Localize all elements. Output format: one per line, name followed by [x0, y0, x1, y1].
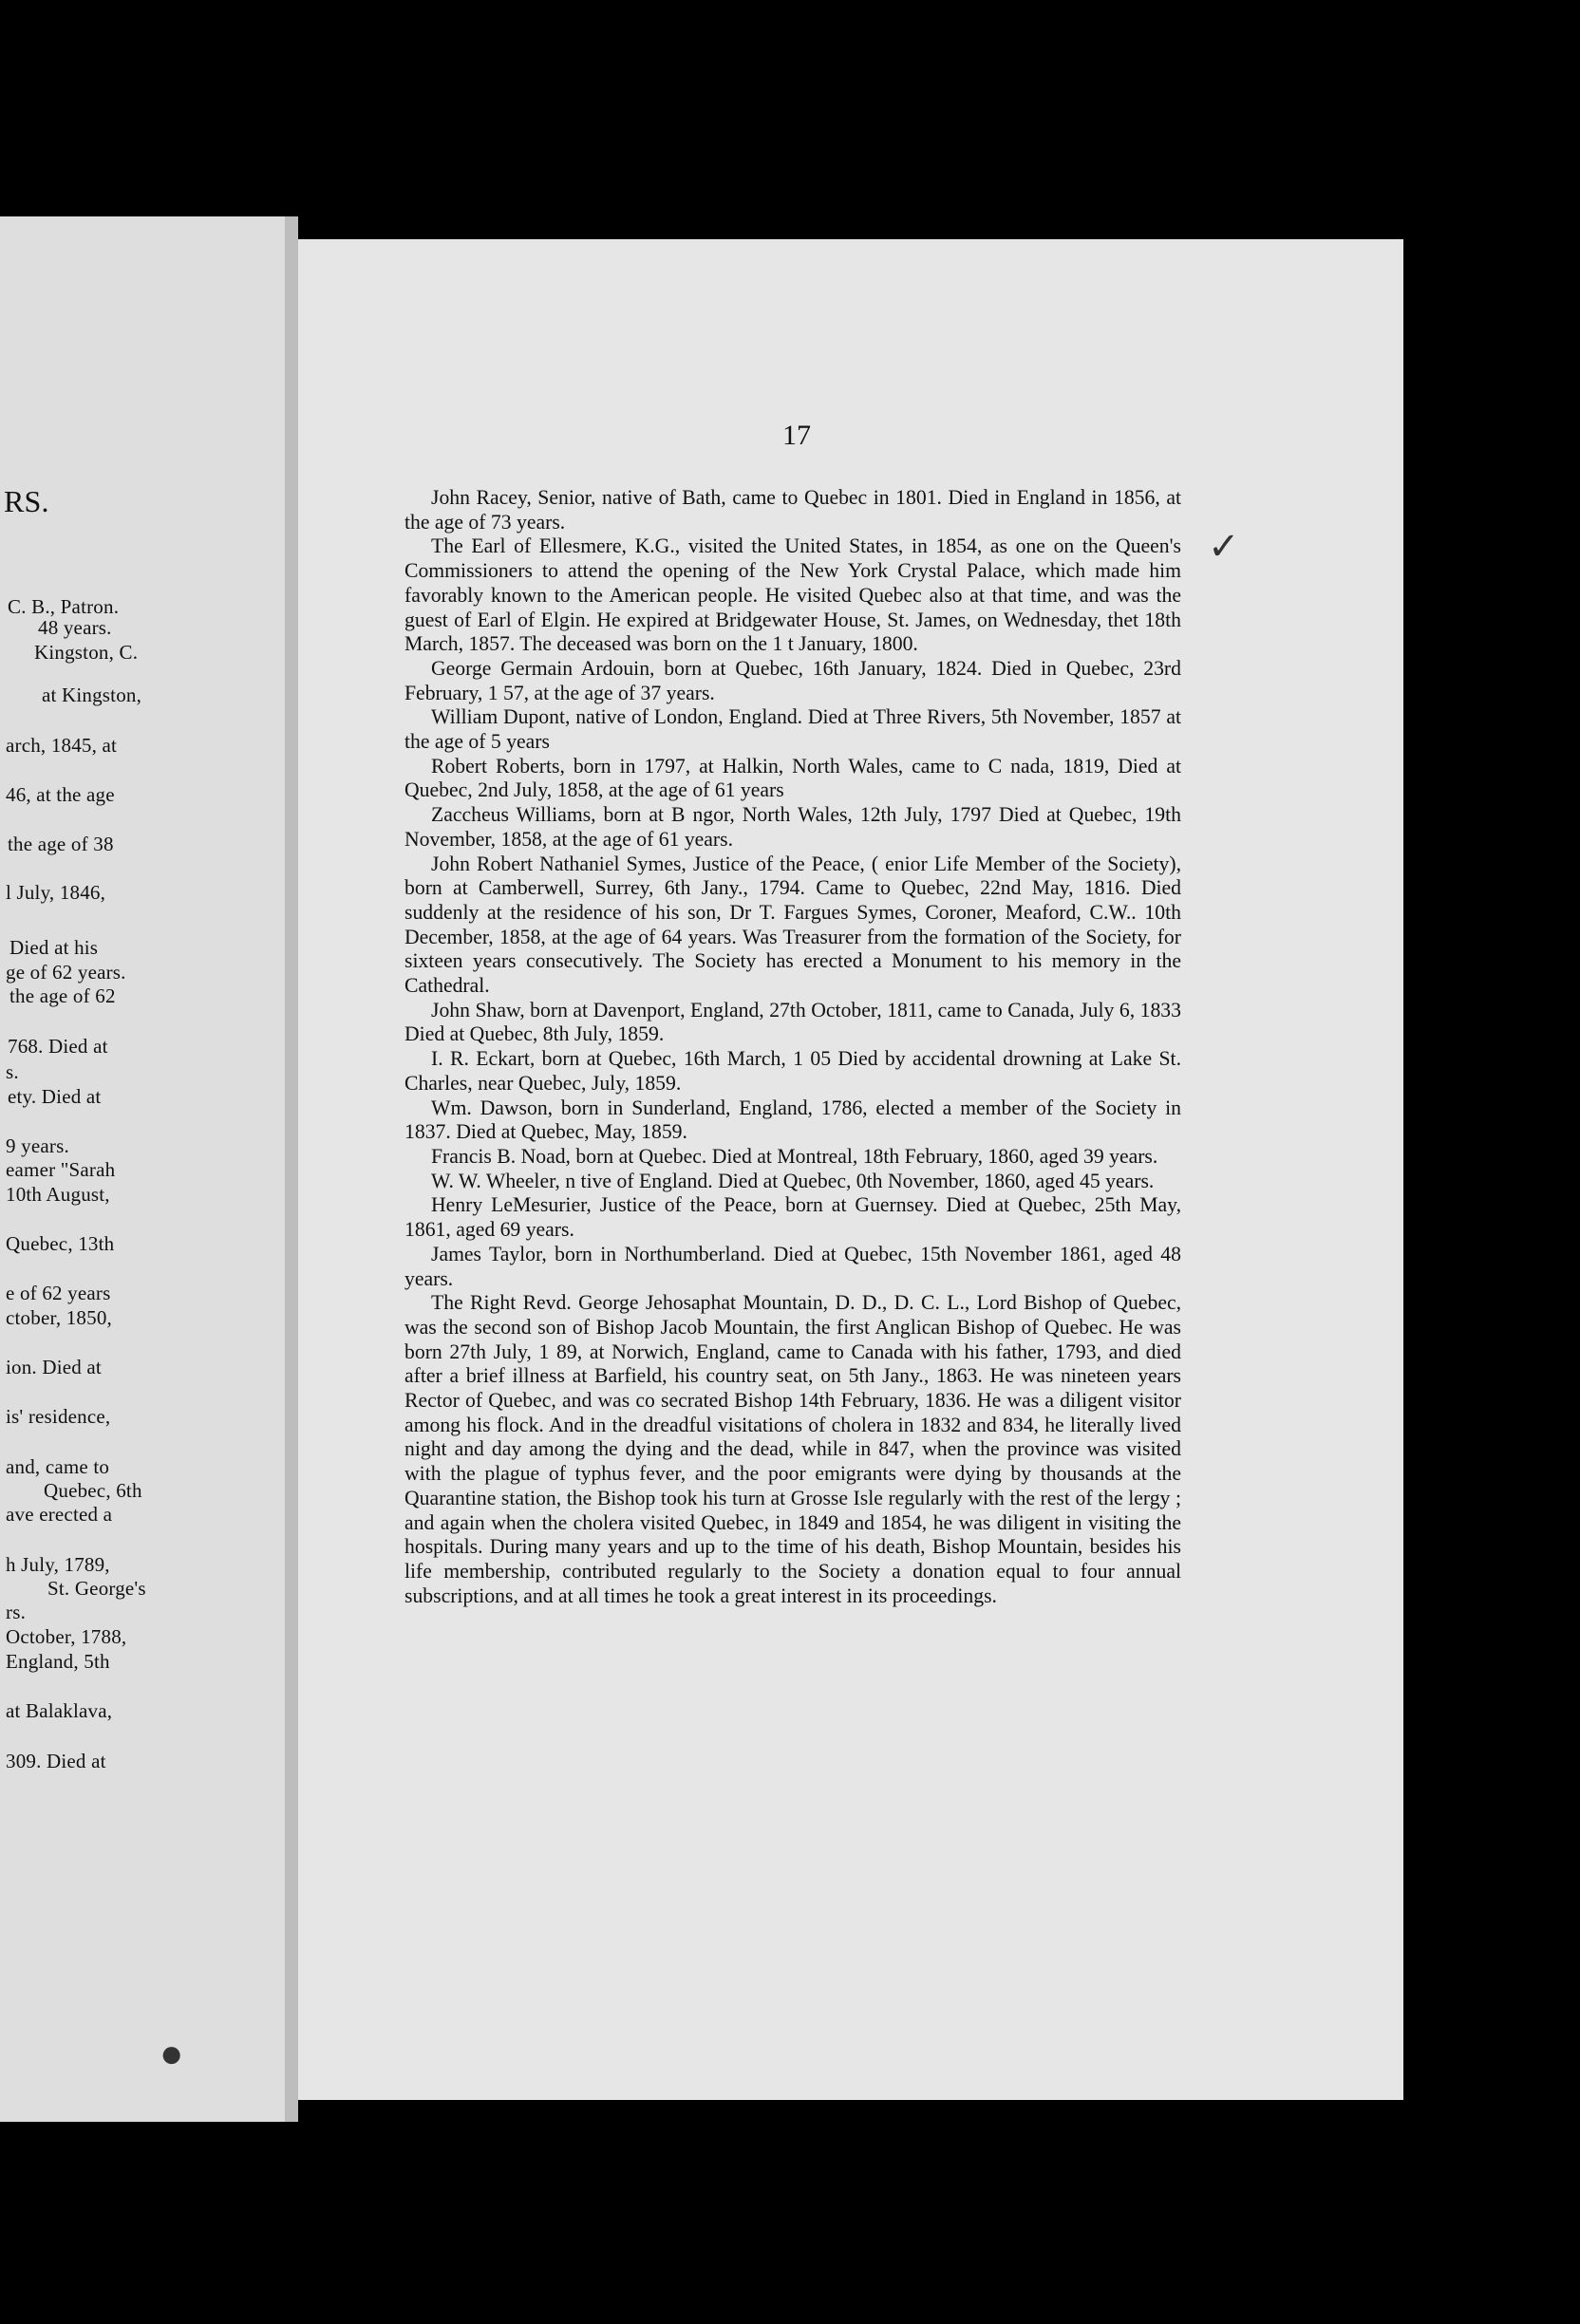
left-fragment: l July, 1846,: [6, 881, 106, 904]
entry-paragraph: John Robert Nathaniel Symes, Justice of the Peace, ( enior Life Member of the Society), born at Camberwell, Surrey, 6th Jany., 1794. Came to Quebec, 22nd May, 1816. Died suddenly at the residence of his son, Dr T. Fargues Symes, Coroner, Meaford, C.W.. 10th December, 1858, at the age of 64 years. Was Treasurer from the formation of the Society, for sixteen years consecutively. The Society has erected a Monument to his memory in the Cathedral.: [404, 852, 1181, 998]
left-fragment: St. George's: [47, 1577, 146, 1600]
left-fragment: and, came to: [6, 1455, 110, 1478]
left-fragment: is' residence,: [6, 1405, 111, 1428]
left-fragment: RS.: [4, 484, 49, 518]
left-fragment: England, 5th: [6, 1650, 110, 1673]
left-fragment: h July, 1789,: [6, 1553, 110, 1576]
left-fragment: 48 years.: [38, 616, 112, 639]
entry-paragraph: Robert Roberts, born in 1797, at Halkin, North Wales, came to C nada, 1819, Died at Quebec, 2nd July, 1858, at the age of 61 years: [404, 754, 1181, 802]
left-fragment: 9 years.: [6, 1134, 69, 1157]
left-fragment: arch, 1845, at: [6, 734, 118, 757]
left-page-fragment: [0, 216, 285, 2122]
left-fragment: ctober, 1850,: [6, 1306, 112, 1329]
entry-paragraph: Zaccheus Williams, born at B ngor, North Wales, 12th July, 1797 Died at Quebec, 19th November, 1858, at the age of 61 years.: [404, 803, 1181, 851]
left-fragment: the age of 38: [8, 833, 114, 855]
left-fragment: at Kingston,: [42, 684, 142, 706]
left-fragment: e of 62 years: [6, 1282, 111, 1304]
entry-paragraph: Francis B. Noad, born at Quebec. Died at Montreal, 18th February, 1860, aged 39 years.: [431, 1144, 1158, 1168]
left-fragment: at Balaklava,: [6, 1699, 113, 1722]
page-number: 17: [782, 420, 811, 451]
left-fragment: 309. Died at: [6, 1750, 106, 1772]
entry-paragraph: Wm. Dawson, born in Sunderland, England, 1786, elected a member of the Society in 1837. Died at Quebec, May, 1859.: [404, 1096, 1181, 1144]
entry-paragraph: The Earl of Ellesmere, K.G., visited the United States, in 1854, as one on the Queen's Commissioners to attend the opening of the New York Crystal Palace, which made him favorably known to the American people. He visited Quebec also at that time, and was the guest of Earl of Elgin. He expired at Bridgewater House, St. James, on Wednesday, thet 18th March, 1857. The deceased was born on the 1 t January, 1800.: [404, 534, 1181, 656]
entry-paragraph: James Taylor, born in Northumberland. Died at Quebec, 15th November 1861, aged 48 years.: [404, 1242, 1181, 1290]
left-fragment: 46, at the age: [6, 783, 115, 806]
entry-paragraph: Henry LeMesurier, Justice of the Peace, born at Guernsey. Died at Quebec, 25th May, 1861, aged 69 years.: [404, 1193, 1181, 1242]
entry-paragraph: W. W. Wheeler, n tive of England. Died at Quebec, 0th November, 1860, aged 45 years.: [431, 1169, 1155, 1192]
entry-paragraph: John Racey, Senior, native of Bath, came to Quebec in 1801. Died in England in 1856, at the age of 73 years.: [404, 486, 1181, 534]
entry-paragraph: William Dupont, native of London, England. Died at Three Rivers, 5th November, 1857 at the age of 5 years: [404, 705, 1181, 754]
left-fragment: Quebec, 13th: [6, 1232, 115, 1255]
left-fragment: rs.: [6, 1601, 27, 1623]
entry-paragraph: I. R. Eckart, born at Quebec, 16th March, 1 05 Died by accidental drowning at Lake St. Charles, near Quebec, July, 1859.: [404, 1047, 1181, 1095]
book-gutter: [285, 216, 298, 2122]
left-fragment: C. B., Patron.: [8, 595, 120, 618]
entry-paragraph: George Germain Ardouin, born at Quebec, 16th January, 1824. Died in Quebec, 23rd February, 1 57, at the age of 37 years.: [404, 656, 1181, 704]
right-page: [298, 239, 1403, 2100]
left-fragment: 10th August,: [6, 1183, 110, 1206]
left-fragment: Kingston, C.: [34, 641, 139, 664]
left-fragment: Quebec, 6th: [44, 1479, 142, 1502]
left-fragment: ge of 62 years.: [6, 961, 126, 984]
obituary-entries: [404, 486, 1181, 1608]
left-fragment: eamer "Sarah: [6, 1158, 116, 1181]
left-fragment: ave erected a: [6, 1503, 113, 1526]
left-fragment: s.: [6, 1060, 19, 1083]
left-fragment: October, 1788,: [6, 1625, 127, 1648]
entry-paragraph: The Right Revd. George Jehosaphat Mountain, D. D., D. C. L., Lord Bishop of Quebec, was the second son of Bishop Jacob Mountain, the first Anglican Bishop of Quebec. He was born 27th July, 1 89, at Norwich, England, came to Canada with his father, 1793, and died after a brief illness at Barfield, his country seat, on 5th Jany., 1863. He was nineteen years Rector of Quebec, and was co secrated Bishop 14th February, 1836. He was a diligent visitor among his flock. And in the dreadful visitations of cholera in 1832 and 834, he literally lived night and day among the dying and the dead, while in 847, when the province was visited with the plague of typhus fever, and the poor emigrants were dying by thousands at the Quarantine station, the Bishop took his turn at Grosse Isle regularly with the rest of the lergy ; and again when the cholera visited Quebec, in 1849 and 1854, he was diligent in visiting the hospitals. During many years and up to the time of his death, Bishop Mountain, besides his life membership, contributed regularly to the Society a donation equal to four annual subscriptions, and at all times he took a great interest in its proceedings.: [404, 1291, 1181, 1607]
left-fragment: the age of 62: [9, 984, 116, 1007]
left-fragment: ety. Died at: [8, 1085, 102, 1108]
left-fragment: 768. Died at: [8, 1035, 108, 1058]
ink-blot-icon: ●: [160, 2033, 184, 2076]
left-fragment: ion. Died at: [6, 1356, 102, 1378]
pencil-checkmark-icon: ✓: [1208, 525, 1240, 568]
left-fragment: Died at his: [9, 936, 99, 959]
entry-paragraph: John Shaw, born at Davenport, England, 27th October, 1811, came to Canada, July 6, 1833 Died at Quebec, 8th July, 1859.: [404, 998, 1181, 1046]
